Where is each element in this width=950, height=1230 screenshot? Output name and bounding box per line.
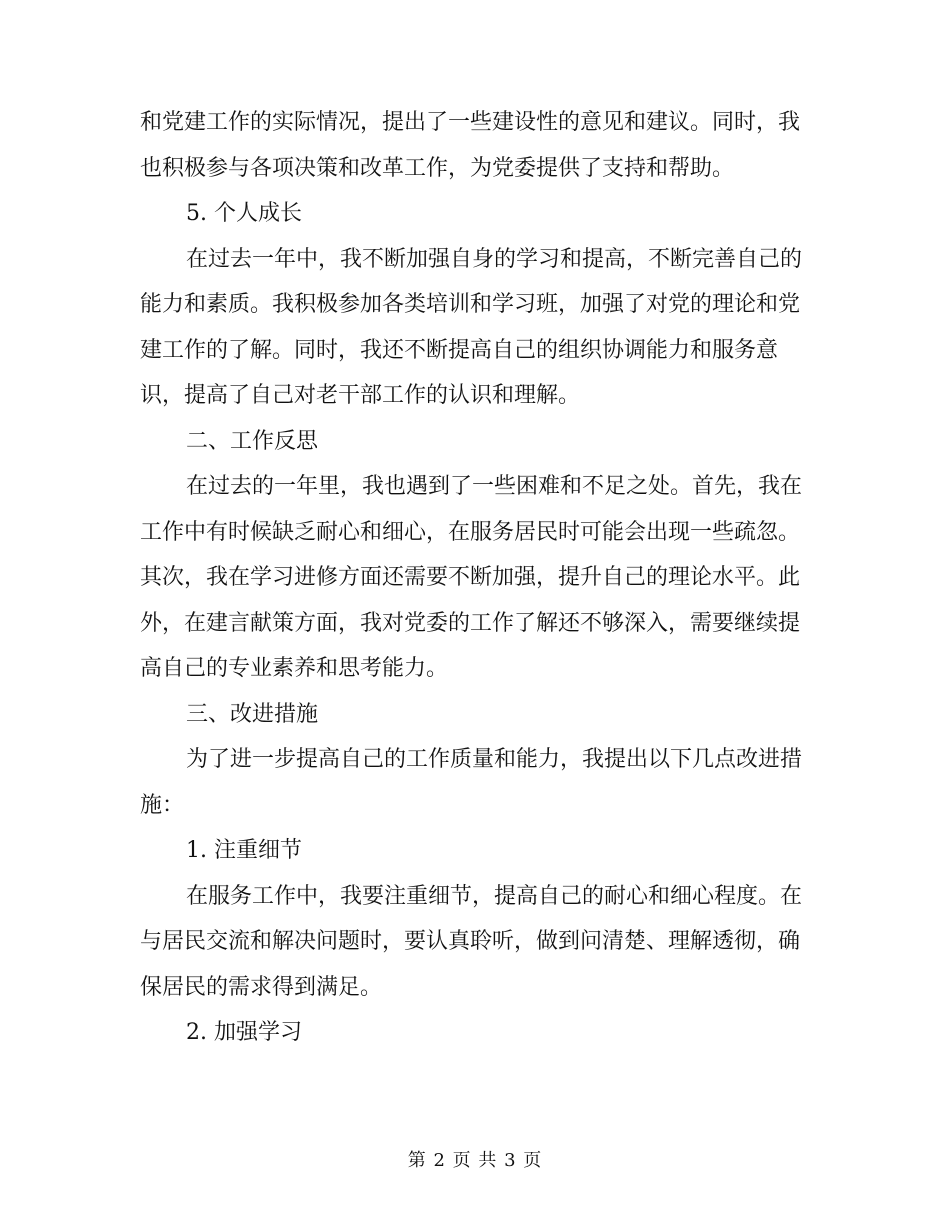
- heading-attention-to-detail: 1. 注重细节: [186, 838, 302, 863]
- document-body: [140, 100, 812, 1056]
- heading-work-reflection: 二、工作反思: [186, 428, 319, 454]
- heading-personal-growth: 5. 个人成长: [186, 201, 302, 226]
- heading-strengthen-learning: 2. 加强学习: [186, 1020, 302, 1045]
- paragraph-continuation: 和党建工作的实际情况，提出了一些建设性的意见和建议。同时，我也积极参与各项决策和改革工作，为党委提供了支持和帮助。: [140, 110, 801, 181]
- paragraph-improvement-intro: 为了进一步提高自己的工作质量和能力，我提出以下几点改进措施：: [140, 747, 803, 818]
- paragraph-attention-to-detail: 在服务工作中，我要注重细节，提高自己的耐心和细心程度。在与居民交流和解决问题时，要认真聆听，做到问清楚、理解透彻，确保居民的需求得到满足。: [140, 883, 803, 1000]
- page-number-footer: 第 2 页 共 3 页: [407, 1150, 543, 1171]
- paragraph-work-reflection: 在过去的一年里，我也遇到了一些困难和不足之处。首先，我在工作中有时候缺乏耐心和细心，在服务居民时可能会出现一些疏忽。其次，我在学习进修方面还需要不断加强，提升自己的理论水平。此外，在建言献策方面，我对党委的工作了解还不够深入，需要继续提高自己的专业素养和思考能力。: [140, 474, 803, 681]
- heading-improvement-measures: 三、改进措施: [186, 701, 319, 727]
- paragraph-personal-growth: 在过去一年中，我不断加强自身的学习和提高，不断完善自己的能力和素质。我积极参加各类培训和学习班，加强了对党的理论和党建工作的了解。同时，我还不断提高自己的组织协调能力和服务意识，提高了自己对老干部工作的认识和理解。: [140, 246, 803, 408]
